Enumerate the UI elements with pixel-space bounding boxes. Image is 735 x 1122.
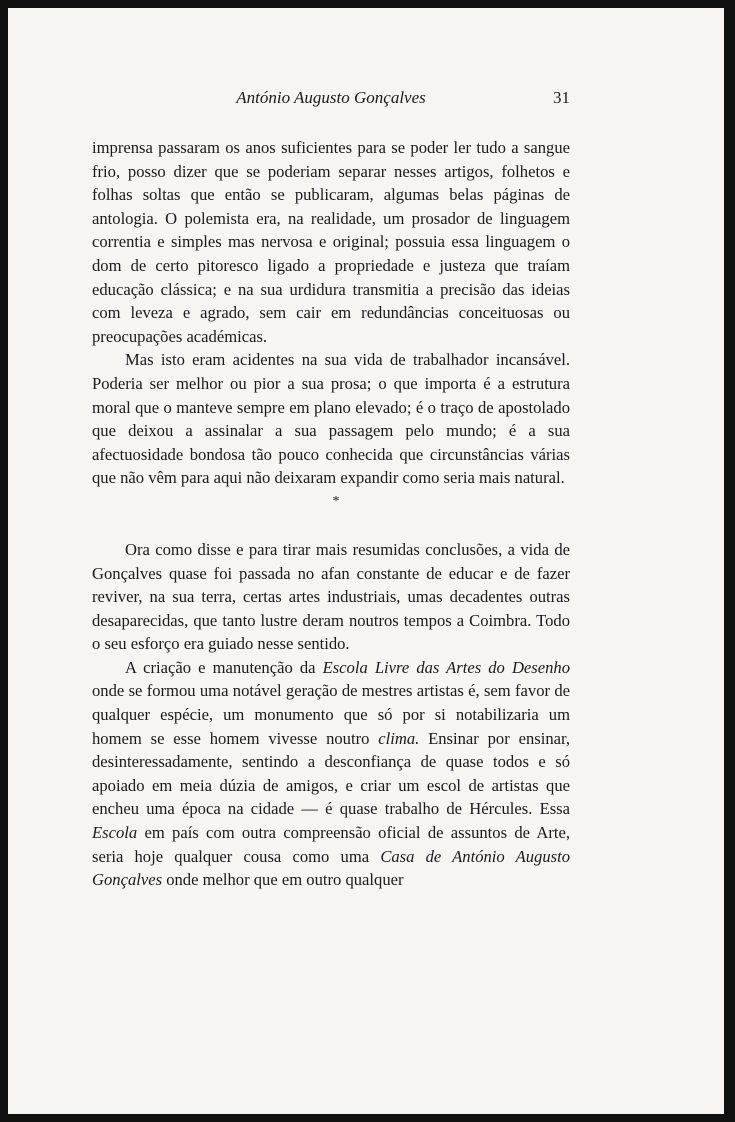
paragraph-4-text-1: A criação e manutenção da [125,657,323,677]
paragraph-4-text-5: onde melhor que em outro qualquer [162,870,404,890]
paragraph-4-italic-escola: Escola [92,823,138,843]
section-divider: * [332,493,340,509]
body-text [92,136,570,892]
paragraph-4-italic-clima: clima. [378,728,420,748]
paragraph-1: imprensa passaram os anos suficientes para se poder ler tudo a sangue frio, posso dizer que se poderiam separar nesses artigos, folhetos e folhas soltas que então se publicaram, algumas belas páginas de antologia. O polemista era, na realidade, um prosador de linguagem correntia e simples mas nervosa e original; possuia essa linguagem o dom de certo pitoresco ligado a propriedade e justeza que traíam educação clássica; e na sua urdidura transmitia a precisão das ideias com leveza e agrado, sem cair em redundâncias conceituosas ou preocupações académicas. [92,138,570,346]
paragraph-4 [92,656,570,892]
paragraph-4-text-3: Ensinar por ensinar, desinteressadamente, sentindo a desconfiança de quase todos e só apoiado em meia dúzia de amigos, e criar um escol de artistas que encheu uma época na cidade — é quase trabalho de Hércules. Essa [92,728,570,819]
paragraph-4-text-2: onde se formou uma notável geração de mestres artistas é, sem favor de qualquer espécie, um monumento que só por si notabilizaria um homem se esse homem vivesse noutro [92,681,570,748]
running-head [92,88,570,112]
section-gap [92,522,570,538]
paragraph-4-text-4: em país com outra compreensão oficial de assuntos de Arte, seria hoje qualquer cousa como uma [92,823,570,866]
scan-border-top [0,0,735,8]
paragraph-4-italic-casa: Casa de António Augusto Gonçalves [92,846,571,890]
scan-border-bottom [0,1114,735,1122]
page-number: 31 [553,88,570,107]
running-title: António Augusto Gonçalves [236,88,426,107]
paragraph-3: Ora como disse e para tirar mais resumidas conclusões, a vida de Gonçalves quase foi passada no afan constante de educar e de fazer reviver, na sua terra, certas artes industriais, umas decadentes outras desaparecidas, que tanto lustre deram noutros tempos a Coimbra. Todo o seu esforço era guiado nesse sentido. [92,539,570,654]
scan-border-right [724,0,735,1122]
paragraph-4-italic-school-name: Escola Livre das Artes do Desenho [322,657,570,677]
paragraph-2: Mas isto eram acidentes na sua vida de trabalhador incansável. Poderia ser melhor ou pior a sua prosa; o que importa é a estrutura moral que o manteve sempre em plano elevado; é o traço de apostolado que deixou a assinalar a sua passagem pelo mundo; é a sua afectuosidade bondosa tão pouco conhecida que circunstâncias várias que não vêm para aqui não deixaram expandir como seria mais natural. [92,350,570,488]
scan-border-left [0,0,8,1122]
